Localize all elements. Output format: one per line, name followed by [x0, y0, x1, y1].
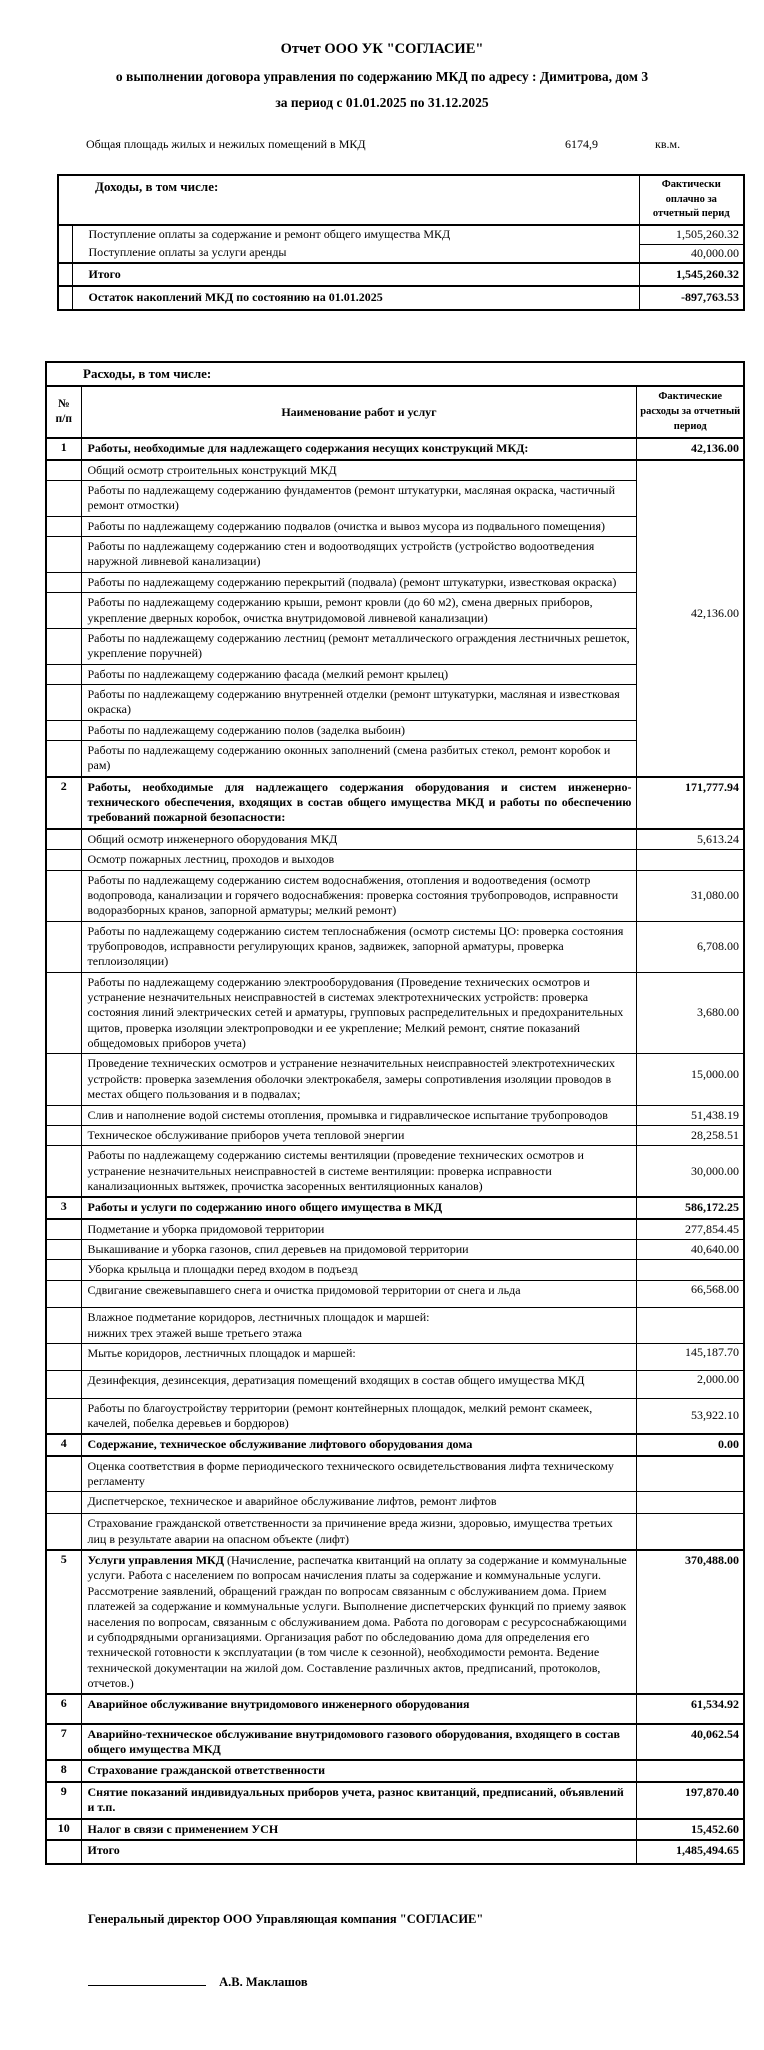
expense-section-row — [46, 1819, 744, 1840]
work-name: Работы по надлежащему содержанию стен и водоотводящих устройств (устройство водоотведения наружной ливневой канализации) — [81, 537, 637, 573]
expense-row — [46, 1146, 744, 1198]
amount: 66,568.00 — [637, 1280, 744, 1307]
expense-row — [46, 1514, 744, 1550]
row-number — [46, 921, 81, 972]
expenses-header-row — [46, 362, 744, 387]
row-number — [46, 628, 81, 664]
work-name: Работы по надлежащему содержанию электрооборудования (Проведение технических осмотров и устранение незначительных неисправностей в системах электротехнических устройств: проверка состояния линий электрических сетей и арматуры, групповых распределительных и предохранительных щитов, проверка изоляции электропроводки и ее укрепление; Мелкий ремонт, снятие показаний общедомовых приборов учета) — [81, 972, 637, 1054]
work-name: Общий осмотр инженерного оборудования МКД — [81, 829, 637, 850]
amount: 30,000.00 — [637, 1146, 744, 1198]
work-name: Работы по надлежащему содержанию систем водоснабжения, отопления и водоотведения (осмотр водопровода, канализации и горячего водоснабжения: проверка состояния трубопроводов, исправности водоразборных кранов, запорной арматуры; мелкий ремонт) — [81, 870, 637, 921]
spacer-cell — [58, 244, 72, 263]
column-header-name: Наименование работ и услуг — [81, 386, 637, 438]
income-row — [58, 225, 744, 244]
income-row-amount: 40,000.00 — [639, 244, 744, 263]
work-name: Работы по надлежащему содержанию фасада (мелкий ремонт крылец) — [81, 664, 637, 684]
expense-row — [46, 1308, 744, 1344]
expense-row — [46, 1371, 744, 1398]
work-name: Диспетчерское, техническое и аварийное обслуживание лифтов, ремонт лифтов — [81, 1492, 637, 1514]
row-number — [46, 1240, 81, 1260]
expense-section-row — [46, 1840, 744, 1864]
row-number — [46, 1514, 81, 1550]
work-name: Слив и наполнение водой системы отопления, промывка и гидравлическое испытание трубопроводов — [81, 1105, 637, 1125]
income-row-amount: 1,505,260.32 — [639, 225, 744, 244]
expense-section-row — [46, 777, 744, 829]
amount: 42,136.00 — [637, 460, 744, 777]
expense-section-row — [46, 1724, 744, 1761]
row-number — [46, 1054, 81, 1105]
work-name: Оценка соответствия в форме периодического технического освидетельствования лифта техническому регламенту — [81, 1456, 637, 1492]
amount — [637, 1456, 744, 1492]
row-number — [46, 1840, 81, 1864]
spacer-cell — [58, 286, 72, 309]
amount: 53,922.10 — [637, 1398, 744, 1434]
work-name: Влажное подметание коридоров, лестничных площадок и маршей: нижних трех этажей выше третьего этажа — [81, 1308, 637, 1344]
amount — [637, 1260, 744, 1280]
row-number — [46, 1398, 81, 1434]
work-name: Услуги управления МКД (Начисление, распечатка квитанций на оплату за содержание и коммунальные услуги. Работа с населением по вопросам начисления платы за содержание и коммунальные услуги. Рассмотрение заявлений, обращений граждан по вопросам связанным с обслуживанием дома. Прием платежей за содержание и коммунальные услуги. Выполнение диспетчерских функций по приему заявок населения по вопросам, связанным с обслуживанием дома. Работа по договорам с ресурсоснабжающими и субподрядными организациями. Организация работ по обследованию дома для определения его технической готовности к эксплуатации (в том числе к сезонной), необходимости ремонта. Ведение технической документации на жилой дом. Составление различных актов, предписаний, протоколов, отчетов.) — [81, 1550, 637, 1694]
income-row-label: Поступление оплаты за услуги аренды — [72, 244, 639, 263]
report-title-line2: о выполнении договора управления по содержанию МКД по адресу : Димитрова, дом 3 — [115, 68, 649, 84]
work-name: Осмотр пожарных лестниц, проходов и выходов — [81, 850, 637, 870]
row-number: 9 — [46, 1782, 81, 1819]
amount: 51,438.19 — [637, 1105, 744, 1125]
expense-row — [46, 1219, 744, 1240]
row-number: 2 — [46, 777, 81, 829]
amount — [637, 1308, 744, 1344]
total-area-value: 6174,9 — [565, 137, 598, 152]
report-title-line1: Отчет ООО УК "СОГЛАСИЕ" — [280, 41, 484, 57]
work-name: Работы по надлежащему содержанию системы вентиляции (проведение технических осмотров и устранение незначительных неисправностей в системе вентиляции: проверка исправности канализационных вытяжек, прочистка засоренных вентиляционных каналов) — [81, 1146, 637, 1198]
expense-row — [46, 870, 744, 921]
expenses-header: Расходы, в том числе: — [46, 362, 744, 387]
work-name: Уборка крыльца и площадки перед входом в подъезд — [81, 1260, 637, 1280]
work-name: Итого — [81, 1840, 637, 1864]
work-name: Страхование гражданской ответственности — [81, 1760, 637, 1781]
amount: 145,187.70 — [637, 1343, 744, 1370]
amount: 2,000.00 — [637, 1371, 744, 1398]
director-line: Генеральный директор ООО Управляющая компания "СОГЛАСИЕ" — [88, 1912, 484, 1927]
amount: 40,640.00 — [637, 1240, 744, 1260]
signature-row — [88, 1973, 764, 1990]
signature-line — [88, 1973, 206, 1986]
row-number — [46, 1492, 81, 1514]
work-name: Налог в связи с применением УСН — [81, 1819, 637, 1840]
row-number — [46, 850, 81, 870]
expense-section-row — [46, 1694, 744, 1723]
page-title — [0, 0, 764, 111]
row-number — [46, 593, 81, 629]
total-area-unit: кв.м. — [655, 137, 681, 152]
amount: 15,452.60 — [637, 1819, 744, 1840]
work-name: Дезинфекция, дезинсекция, дератизация помещений входящих в состав общего имущества МКД — [81, 1371, 637, 1398]
expenses-column-header-row — [46, 386, 744, 438]
amount: 42,136.00 — [637, 438, 744, 459]
income-row — [58, 244, 744, 263]
work-name: Работы и услуги по содержанию иного общего имущества в МКД — [81, 1197, 637, 1218]
work-name: Работы, необходимые для надлежащего содержания оборудования и систем инженерно-технического обеспечения, входящих в состав общего имущества МКД и работы по обеспечению требований пожарной безопасности: — [81, 777, 637, 829]
amount: 370,488.00 — [637, 1550, 744, 1694]
row-number — [46, 460, 81, 481]
work-name: Содержание, техническое обслуживание лифтового оборудования дома — [81, 1434, 637, 1455]
row-number: 4 — [46, 1434, 81, 1455]
expense-section-row — [46, 1782, 744, 1819]
work-name: Техническое обслуживание приборов учета тепловой энергии — [81, 1125, 637, 1145]
column-header-num: № п/п — [46, 386, 81, 438]
row-number — [46, 870, 81, 921]
amount: 61,534.92 — [637, 1694, 744, 1723]
amount: 15,000.00 — [637, 1054, 744, 1105]
work-name: Работы по надлежащему содержанию лестниц (ремонт металлического ограждения лестничных решеток, укрепление поручней) — [81, 628, 637, 664]
expense-row — [46, 1456, 744, 1492]
row-number — [46, 1105, 81, 1125]
work-name: Работы, необходимые для надлежащего содержания несущих конструкций МКД: — [81, 438, 637, 459]
income-table — [57, 174, 745, 311]
amount: 171,777.94 — [637, 777, 744, 829]
expense-row — [46, 460, 744, 481]
expense-row — [46, 850, 744, 870]
row-number — [46, 1146, 81, 1198]
income-total-row — [58, 263, 744, 286]
expense-row — [46, 1240, 744, 1260]
expense-section-row — [46, 1550, 744, 1694]
row-number — [46, 664, 81, 684]
expense-row — [46, 1054, 744, 1105]
amount: 1,485,494.65 — [637, 1840, 744, 1864]
expense-row — [46, 1260, 744, 1280]
income-total-amount: 1,545,260.32 — [639, 263, 744, 286]
work-name: Подметание и уборка придомовой территории — [81, 1219, 637, 1240]
total-area-label: Общая площадь жилых и нежилых помещений в МКД — [86, 137, 366, 152]
expense-section-row — [46, 438, 744, 459]
amount: 40,062.54 — [637, 1724, 744, 1761]
row-number — [46, 1280, 81, 1307]
expenses-tbody — [46, 438, 744, 1864]
income-row-label: Поступление оплаты за содержание и ремонт общего имущества МКД — [72, 225, 639, 244]
expense-row — [46, 1398, 744, 1434]
row-number: 7 — [46, 1724, 81, 1761]
work-name: Проведение технических осмотров и устранение незначительных неисправностей электротехнических устройств: проверка заземления оболочки электрокабеля, замеры сопротивления изоляции проводов в местах общего пользования и в подвалах; — [81, 1054, 637, 1105]
work-name: Работы по надлежащему содержанию фундаментов (ремонт штукатурки, масляная окраска, частичный ремонт отмостки) — [81, 480, 637, 516]
amount — [637, 1514, 744, 1550]
expense-section-row — [46, 1760, 744, 1781]
report-title-line3: за период с 01.01.2025 по 31.12.2025 — [275, 94, 489, 110]
work-name: Работы по надлежащему содержанию перекрытий (подвала) (ремонт штукатурки, известковая окраска) — [81, 572, 637, 592]
amount: 28,258.51 — [637, 1125, 744, 1145]
expense-row — [46, 829, 744, 850]
work-name: Мытье коридоров, лестничных площадок и маршей: — [81, 1343, 637, 1370]
income-value-header: Фактически оплачно за отчетный перид — [639, 175, 744, 225]
income-balance-amount: -897,763.53 — [639, 286, 744, 309]
row-number — [46, 1125, 81, 1145]
row-number: 3 — [46, 1197, 81, 1218]
row-number — [46, 1219, 81, 1240]
work-name: Аварийно-техническое обслуживание внутридомового газового оборудования, входящего в состав общего имущества МКД — [81, 1724, 637, 1761]
amount: 6,708.00 — [637, 921, 744, 972]
row-number — [46, 684, 81, 720]
amount: 197,870.40 — [637, 1782, 744, 1819]
row-number — [46, 720, 81, 740]
work-name: Общий осмотр строительных конструкций МКД — [81, 460, 637, 481]
amount — [637, 850, 744, 870]
expense-row — [46, 1105, 744, 1125]
work-name: Работы по надлежащему содержанию крыши, ремонт кровли (до 60 м2), смена дверных приборов, укрепление дверных коробок, очистка внутридомовой ливневой канализации) — [81, 593, 637, 629]
expense-row — [46, 1343, 744, 1370]
expenses-table — [45, 361, 745, 1866]
expense-row — [46, 1492, 744, 1514]
row-number — [46, 516, 81, 536]
amount: 31,080.00 — [637, 870, 744, 921]
income-balance-label: Остаток накоплений МКД по состоянию на 01.01.2025 — [72, 286, 639, 309]
row-number: 6 — [46, 1694, 81, 1723]
work-name: Страхование гражданской ответственности за причинение вреда жизни, здоровью, имущества третьих лиц в результате аварии на опасном объекте (лифт) — [81, 1514, 637, 1550]
work-name: Аварийное обслуживание внутридомового инженерного оборудования — [81, 1694, 637, 1723]
row-number — [46, 1260, 81, 1280]
work-name: Выкашивание и уборка газонов, спил деревьев на придомовой территории — [81, 1240, 637, 1260]
expense-row — [46, 1125, 744, 1145]
spacer-cell — [58, 263, 72, 286]
amount: 277,854.45 — [637, 1219, 744, 1240]
row-number — [46, 741, 81, 777]
work-name: Работы по надлежащему содержанию оконных заполнений (смена разбитых стекол, ремонт коробок и рам) — [81, 741, 637, 777]
row-number — [46, 1308, 81, 1344]
expense-section-row — [46, 1434, 744, 1455]
expense-row — [46, 972, 744, 1054]
expense-section-row — [46, 1197, 744, 1218]
amount: 3,680.00 — [637, 972, 744, 1054]
row-number — [46, 1456, 81, 1492]
work-name: Работы по надлежащему содержанию подвалов (очистка и вывоз мусора из подвального помещения) — [81, 516, 637, 536]
income-header: Доходы, в том числе: — [58, 175, 639, 225]
work-name: Работы по благоустройству территории (ремонт контейнерных площадок, мелкий ремонт скамеек, качелей, побелка деревьев и бордюров) — [81, 1398, 637, 1434]
row-number: 5 — [46, 1550, 81, 1694]
work-name: Снятие показаний индивидуальных приборов учета, разнос квитанций, предписаний, объявлений и т.п. — [81, 1782, 637, 1819]
amount — [637, 1492, 744, 1514]
work-name: Работы по надлежащему содержанию внутренней отделки (ремонт штукатурки, масляная и известковая окраска) — [81, 684, 637, 720]
total-area-line — [0, 137, 764, 153]
signature-name: А.В. Маклашов — [219, 1975, 308, 1990]
row-number — [46, 829, 81, 850]
row-number — [46, 572, 81, 592]
amount: 0.00 — [637, 1434, 744, 1455]
spacer-cell — [58, 225, 72, 244]
row-number: 1 — [46, 438, 81, 459]
work-name: Работы по надлежащему содержанию полов (заделка выбоин) — [81, 720, 637, 740]
work-name: Работы по надлежащему содержанию систем теплоснабжения (осмотр системы ЦО: проверка состояния трубопроводов, исправности регулирующих кранов, задвижек, запорной арматуры, проверка теплоизоляции) — [81, 921, 637, 972]
income-balance-row — [58, 286, 744, 309]
column-header-value: Фактические расходы за отчетный период — [637, 386, 744, 438]
row-number — [46, 537, 81, 573]
income-total-label: Итого — [72, 263, 639, 286]
row-number — [46, 1343, 81, 1370]
amount: 586,172.25 — [637, 1197, 744, 1218]
expense-row — [46, 921, 744, 972]
row-number — [46, 1371, 81, 1398]
amount — [637, 1760, 744, 1781]
row-number — [46, 480, 81, 516]
expense-row — [46, 1280, 744, 1307]
work-name: Сдвигание свежевыпавшего снега и очистка придомовой территории от снега и льда — [81, 1280, 637, 1307]
row-number — [46, 972, 81, 1054]
bottom-margin — [0, 1990, 764, 2050]
income-header-row — [58, 175, 744, 225]
row-number: 8 — [46, 1760, 81, 1781]
amount: 5,613.24 — [637, 829, 744, 850]
row-number: 10 — [46, 1819, 81, 1840]
